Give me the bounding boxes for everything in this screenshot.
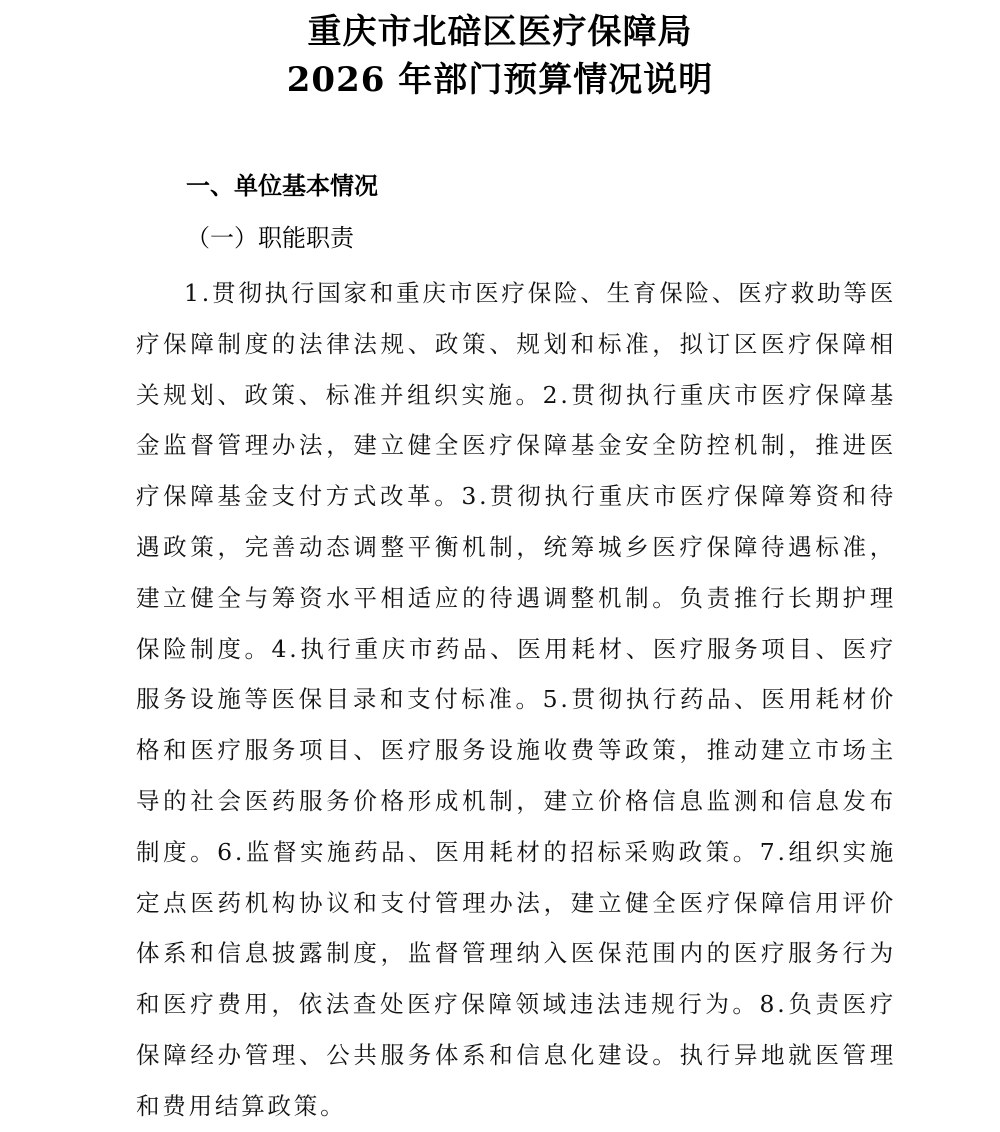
document-title-line-1: 重庆市北碚区医疗保障局 [307, 12, 693, 52]
document-title-line-2: 2026 年部门预算情况说明 [286, 60, 714, 100]
section-heading: 一、单位基本情况 [186, 172, 378, 200]
body-paragraph: 1.贯彻执行国家和重庆市医疗保险、生育保险、医疗救助等医疗保障制度的法律法规、政策、规划和标准，拟订区医疗保障相关规划、政策、标准并组织实施。2.贯彻执行重庆市医疗保障基金监督管理办法，建立健全医疗保障基金安全防控机制，推进医疗保障基金支付方式改革。3.贯彻执行重庆市医疗保障筹资和待遇政策，完善动态调整平衡机制，统筹城乡医疗保障待遇标准，建立健全与筹资水平相适应的待遇调整机制。负责推行长期护理保险制度。4.执行重庆市药品、医用耗材、医疗服务项目、医疗服务设施等医保目录和支付标准。5.贯彻执行药品、医用耗材价格和医疗服务项目、医疗服务设施收费等政策，推动建立市场主导的社会医药服务价格形成机制，建立价格信息监测和信息发布制度。6.监督实施药品、医用耗材的招标采购政策。7.组织实施定点医药机构协议和支付管理办法，建立健全医疗保障信用评价体系和信息披露制度，监督管理纳入医保范围内的医疗服务行为和医疗费用，依法查处医疗保障领域违法违规行为。8.负责医疗保障经办管理、公共服务体系和信息化建设。执行异地就医管理和费用结算政策。 [136, 279, 896, 1120]
sub-heading: （一）职能职责 [186, 224, 354, 252]
